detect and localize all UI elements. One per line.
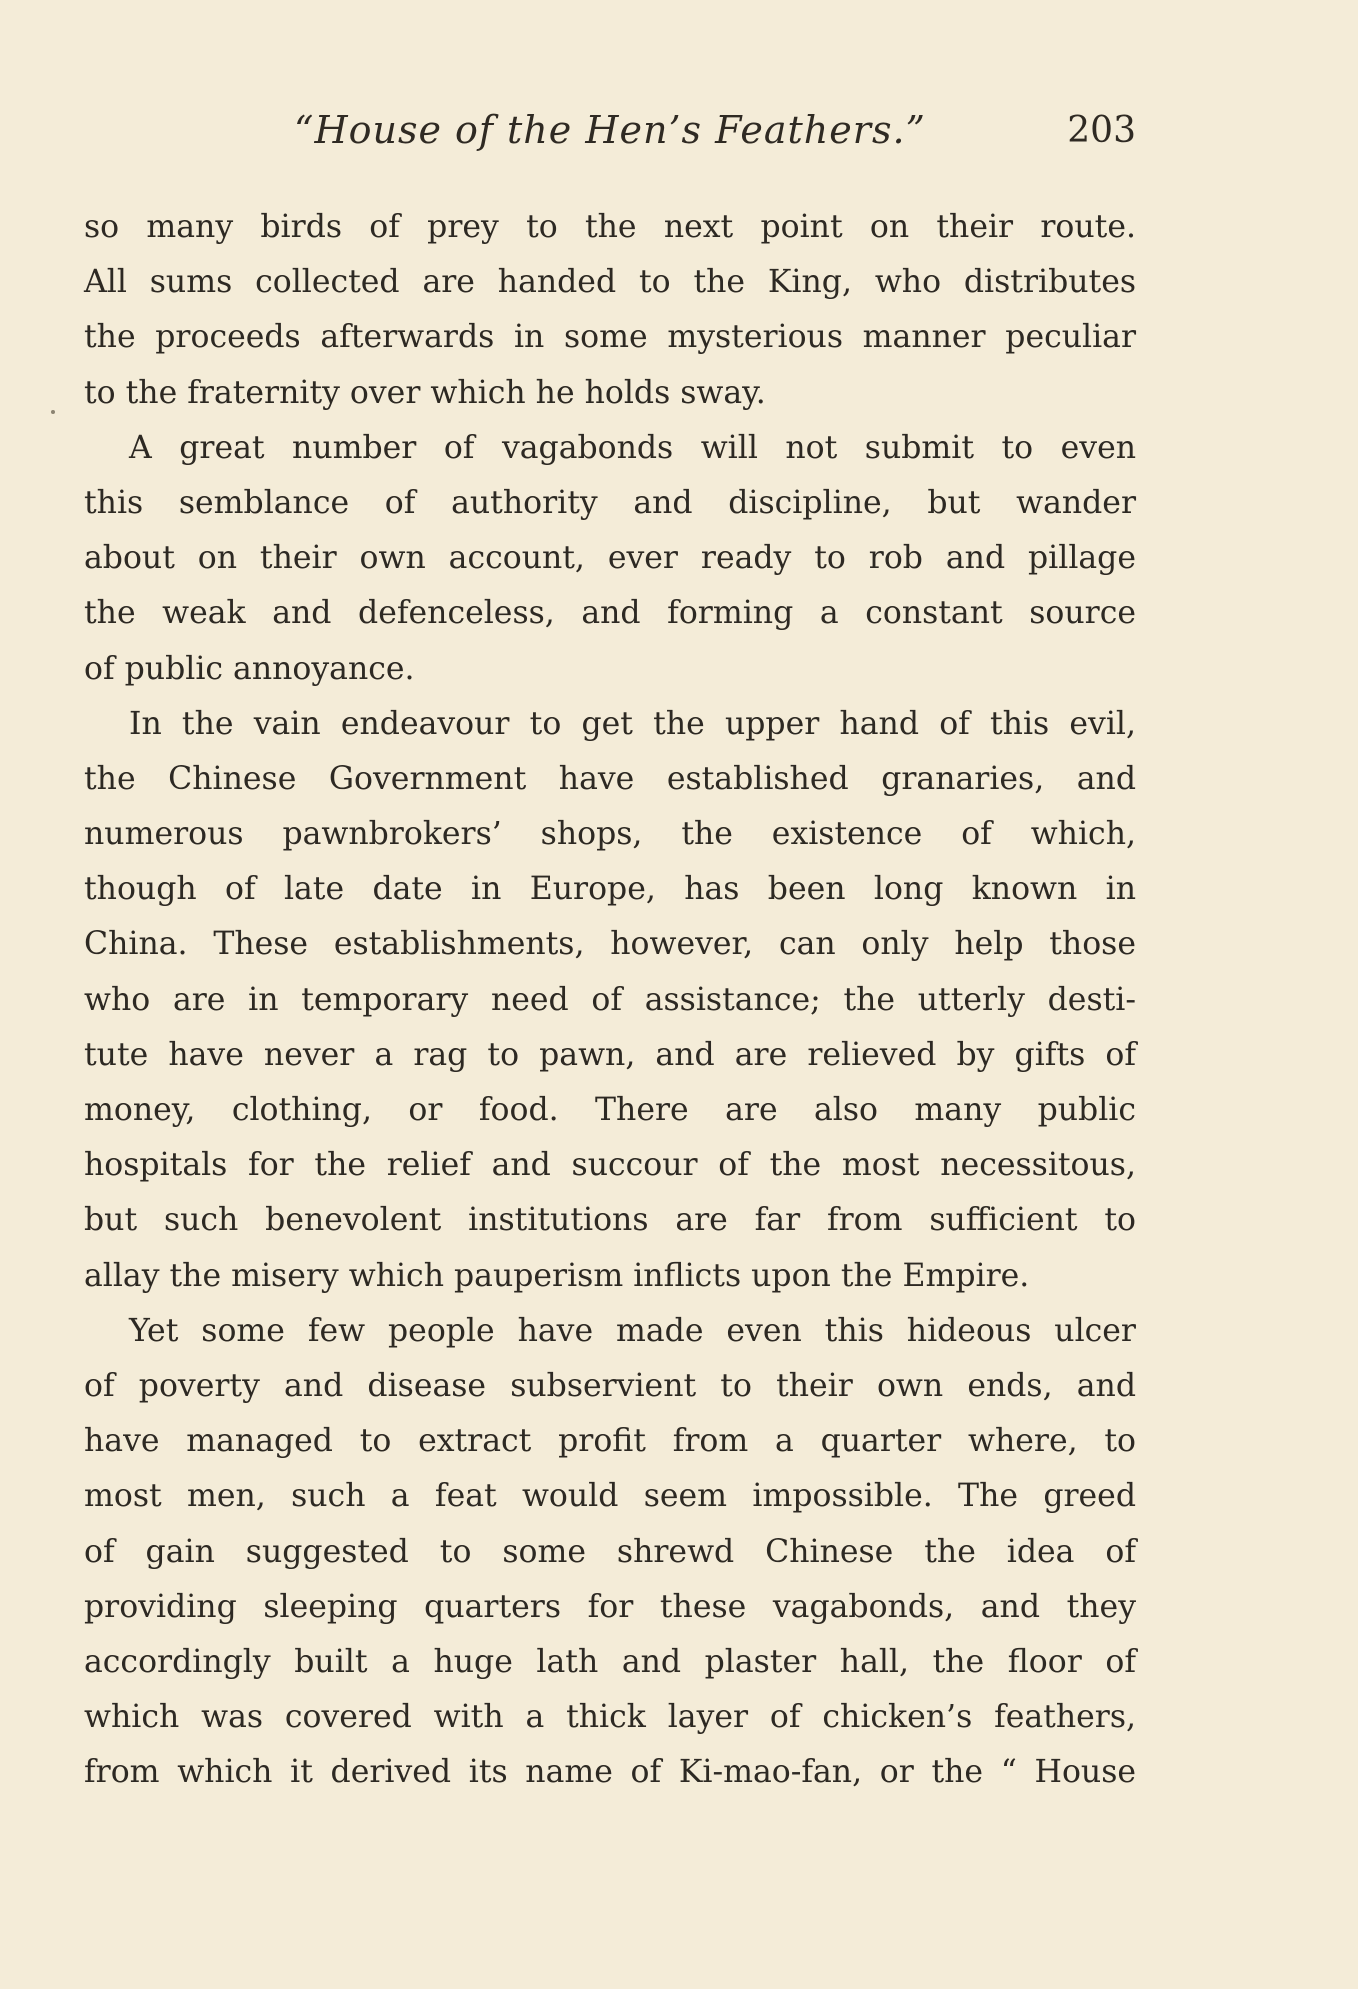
margin-speck	[51, 410, 55, 414]
text-line: money, clothing, or food. There are also many public	[84, 1092, 1136, 1128]
text-line: though of late date in Europe, has been long known in	[84, 871, 1136, 908]
running-head	[84, 108, 1136, 168]
text-line: about on their own account, ever ready to rob and pillage	[84, 540, 1136, 577]
paragraph-first-line: Yet some few people have made even this hideous ulcer	[129, 1312, 1136, 1349]
text-line: the weak and defenceless, and forming a constant source	[84, 595, 1136, 632]
text-line: who are in temporary need of assistance; the utterly desti-	[84, 981, 1136, 1018]
text-line: the Chinese Government have established granaries, and	[84, 760, 1136, 797]
text-line: so many birds of prey to the next point on their route.	[84, 209, 1136, 245]
text-line: which was covered with a thick layer of chicken’s feathers,	[84, 1699, 1136, 1736]
running-title: “House of the Hen’s Feathers.”	[294, 108, 926, 152]
text-line: All sums collected are handed to the King, who distributes	[84, 264, 1136, 301]
text-line: but such benevolent institutions are far from sufficient to	[84, 1202, 1136, 1239]
page-number: 203	[1067, 110, 1136, 151]
paragraph-first-line: In the vain endeavour to get the upper hand of this evil,	[129, 705, 1136, 742]
text-line: China. These establishments, however, can only help those	[84, 926, 1136, 963]
paragraph-first-line: A great number of vagabonds will not submit to even	[129, 429, 1136, 466]
text-line: allay the misery which pauperism inflicts upon the Empire.	[84, 1257, 1030, 1294]
text-line: tute have never a rag to pawn, and are relieved by gifts of	[84, 1036, 1136, 1073]
text-line: the proceeds afterwards in some mysterious manner peculiar	[84, 319, 1136, 356]
text-line: accordingly built a huge lath and plaster hall, the floor of	[84, 1643, 1136, 1680]
text-line: this semblance of authority and discipline, but wander	[84, 484, 1136, 521]
text-line: numerous pawnbrokers’ shops, the existence of which,	[84, 816, 1136, 853]
text-line: providing sleeping quarters for these vagabonds, and they	[84, 1588, 1136, 1625]
text-line: have managed to extract profit from a quarter where, to	[84, 1423, 1136, 1460]
text-line: of gain suggested to some shrewd Chinese the idea of	[84, 1533, 1136, 1570]
text-line: to the fraternity over which he holds sway.	[84, 374, 766, 411]
body-text	[84, 200, 1136, 1800]
text-line: most men, such a feat would seem impossible. The greed	[84, 1478, 1136, 1515]
text-line: from which it derived its name of Ki-mao-fan, or the “ House	[84, 1754, 1136, 1791]
text-line: of poverty and disease subservient to their own ends, and	[84, 1367, 1136, 1404]
text-line: hospitals for the relief and succour of the most necessitous,	[84, 1147, 1136, 1184]
text-line: of public annoyance.	[84, 650, 415, 687]
